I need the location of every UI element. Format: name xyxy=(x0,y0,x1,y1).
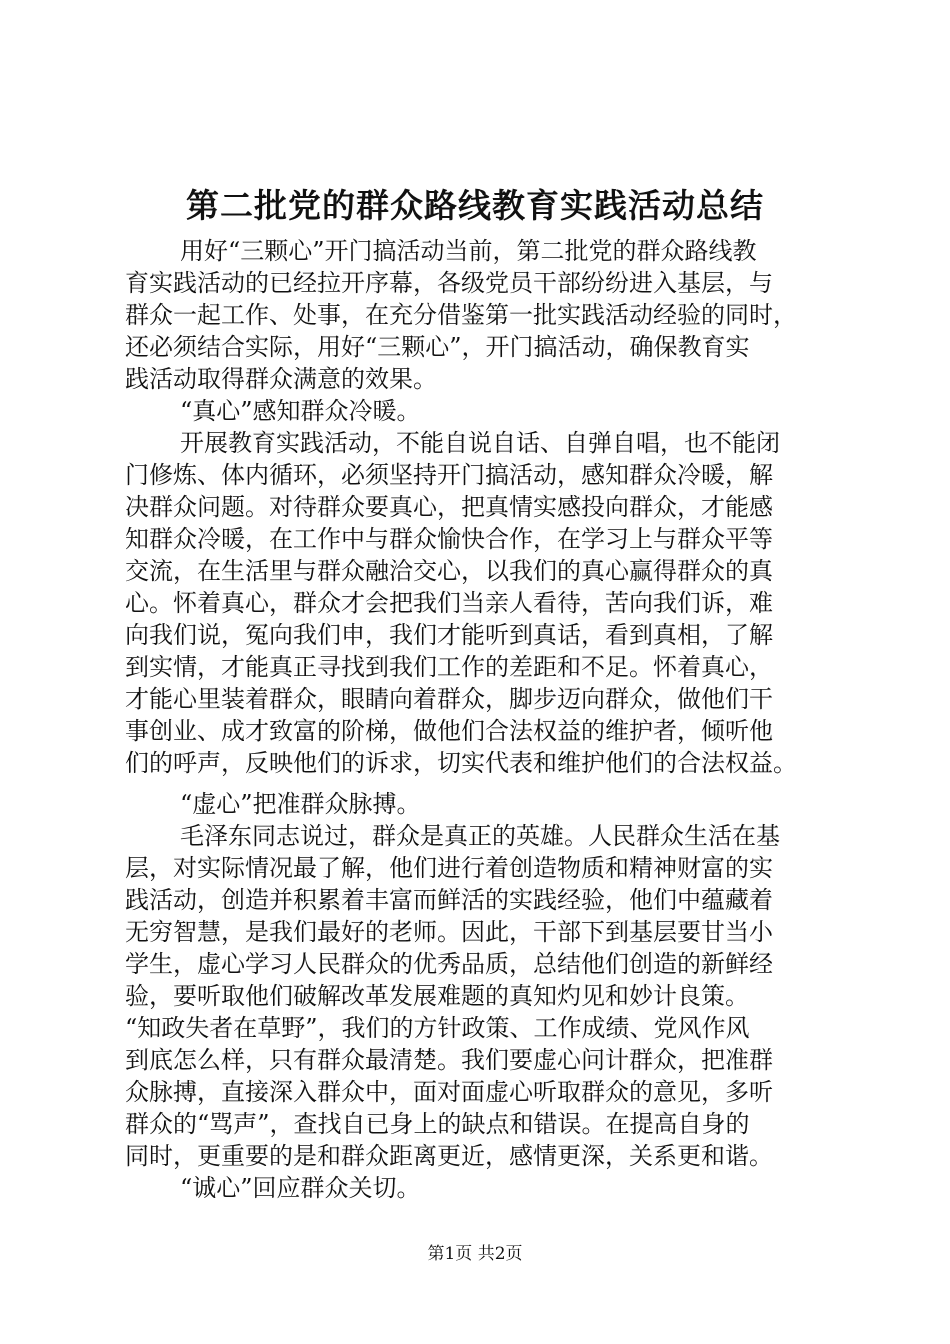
text-line: 决群众问题。对待群众要真心，把真情实感投向群众，才能感 xyxy=(125,493,773,521)
text-line: 到底怎么样，只有群众最清楚。我们要虚心问计群众，把准群 xyxy=(125,1046,773,1074)
text-line: “知政失者在草野”，我们的方针政策、工作成绩、党风作风 xyxy=(125,1014,750,1042)
text-line: 验，要听取他们破解改革发展难题的真知灼见和妙计良策。 xyxy=(125,982,749,1010)
section-heading-chengxin: “诚心”回应群众关切。 xyxy=(180,1174,421,1202)
text-line: 门修炼、体内循环，必须坚持开门搞活动，感知群众冷暖，解 xyxy=(125,461,773,489)
text-line: 心。怀着真心，群众才会把我们当亲人看待，苦向我们诉，难 xyxy=(125,589,773,617)
text-line: 开展教育实践活动，不能自说自话、自弹自唱，也不能闭 xyxy=(180,429,780,457)
section-heading-xuxin: “虚心”把准群众脉搏。 xyxy=(180,790,421,818)
text-line: 践活动，创造并积累着丰富而鲜活的实践经验，他们中蕴藏着 xyxy=(125,886,773,914)
text-line: 才能心里装着群众，眼睛向着群众，脚步迈向群众，做他们干 xyxy=(125,685,773,713)
text-line: 学生，虚心学习人民群众的优秀品质，总结他们创造的新鲜经 xyxy=(125,950,773,978)
text-line: 无穷智慧，是我们最好的老师。因此，干部下到基层要甘当小 xyxy=(125,918,773,946)
text-line: 群众一起工作、处事，在充分借鉴第一批实践活动经验的同时， xyxy=(125,301,797,329)
text-line: 用好“三颗心”开门搞活动当前，第二批党的群众路线教 xyxy=(180,237,757,265)
text-line: 众脉搏，直接深入群众中，面对面虚心听取群众的意见，多听 xyxy=(125,1078,773,1106)
text-line: 交流，在生活里与群众融洽交心，以我们的真心赢得群众的真 xyxy=(125,557,773,585)
text-line: 同时，更重要的是和群众距离更近，感情更深，关系更和谐。 xyxy=(125,1142,773,1170)
text-line: 们的呼声，反映他们的诉求，切实代表和维护他们的合法权益。 xyxy=(125,749,797,777)
text-line: 事创业、成才致富的阶梯，做他们合法权益的维护者，倾听他 xyxy=(125,717,773,745)
text-line: 育实践活动的已经拉开序幕，各级党员干部纷纷进入基层，与 xyxy=(125,269,773,297)
text-line: 知群众冷暖，在工作中与群众愉快合作，在学习上与群众平等 xyxy=(125,525,773,553)
text-line: 群众的“骂声”，查找自已身上的缺点和错误。在提高自身的 xyxy=(125,1110,750,1138)
text-line: 还必须结合实际，用好“三颗心”，开门搞活动，确保教育实 xyxy=(125,333,750,361)
text-line: 向我们说，冤向我们申，我们才能听到真话，看到真相，了解 xyxy=(125,621,773,649)
text-line: 毛泽东同志说过，群众是真正的英雄。人民群众生活在基 xyxy=(180,822,780,850)
document-title: 第二批党的群众路线教育实践活动总结 xyxy=(186,186,764,225)
text-line: 践活动取得群众满意的效果。 xyxy=(125,365,437,393)
text-line: 层，对实际情况最了解，他们进行着创造物质和精神财富的实 xyxy=(125,854,773,882)
section-heading-zhenxin: “真心”感知群众冷暖。 xyxy=(180,397,421,425)
page-footer: 第1页 共2页 xyxy=(427,1244,523,1264)
text-line: 到实情，才能真正寻找到我们工作的差距和不足。怀着真心， xyxy=(125,653,773,681)
